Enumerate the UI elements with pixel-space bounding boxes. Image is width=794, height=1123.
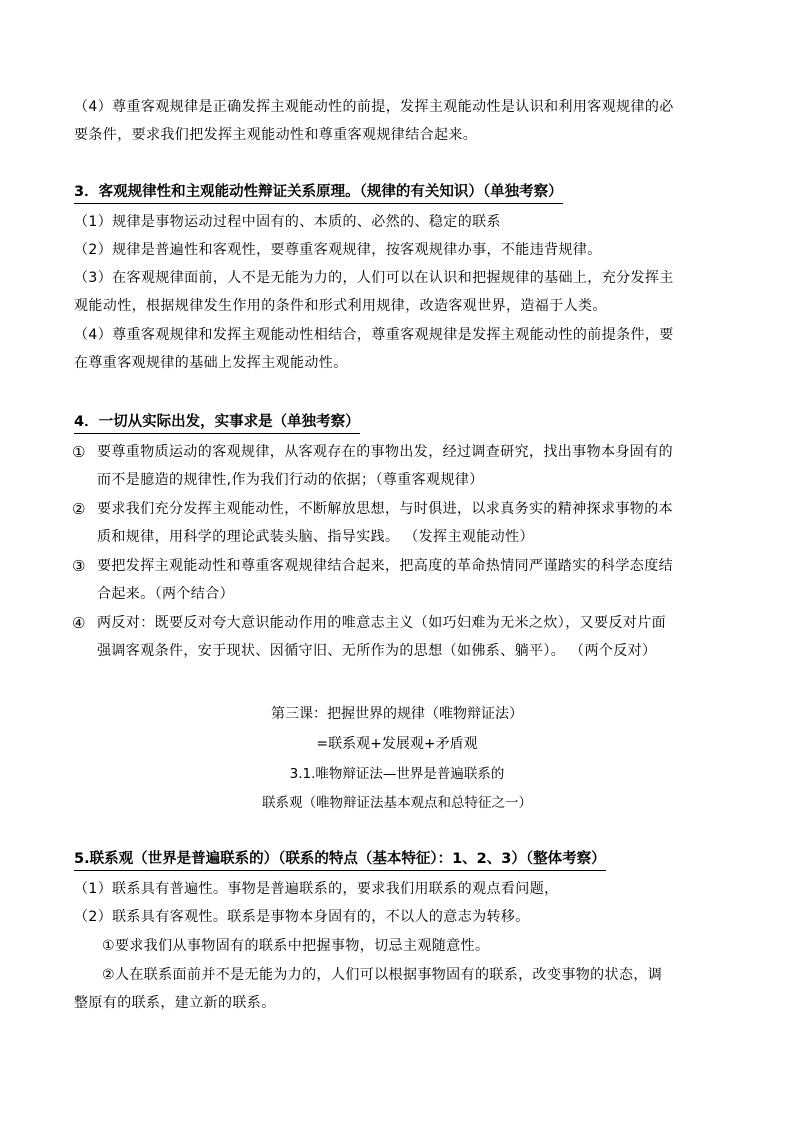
section-3-line-1: （1）规律是事物运动过程中固有的、本质的、必然的、稳定的联系: [74, 214, 501, 230]
section-5-line-4a: ②人在联系面前并不是无能为力的，人们可以根据事物固有的联系，改变事物的状态，调: [102, 967, 663, 983]
section-5-line-2: （2）联系具有客观性。联系是事物本身固有的，不以人的意志为转移。: [74, 909, 530, 925]
item-line-a: 要把发挥主观能动性和尊重客观规律结合起来，把高度的革命热情同严谨踏实的科学态度结: [97, 558, 673, 574]
lesson-formula: =联系观+发展观+矛盾观: [316, 736, 478, 752]
section-4-heading: 4．一切从实际出发，实事求是（单独考察）: [74, 412, 360, 434]
section-3-heading: 3．客观规律性和主观能动性辩证关系原理。（规律的有关知识）（单独考察）: [74, 182, 563, 204]
intro-line-2: 要条件，要求我们把发挥主观能动性和尊重客观规律结合起来。: [74, 127, 478, 143]
item-number: ②: [72, 500, 86, 518]
section-5-line-4b: 整原有的联系，建立新的联系。: [74, 995, 276, 1011]
section-5-line-1: （1）联系具有普遍性。事物是普遍联系的，要求我们用联系的观点看问题，: [74, 881, 559, 897]
section-3-line-2: （2）规律是普遍性和客观性，要尊重客观规律，按客观规律办事，不能违背规律。: [74, 242, 602, 258]
item-number: ①: [72, 443, 86, 461]
lesson-subtitle: 3.1.唯物辩证法—世界是普遍联系的: [289, 766, 505, 782]
intro-line-1: （4）尊重客观规律是正确发挥主观能动性的前提，发挥主观能动性是认识和利用客观规律的必: [74, 99, 674, 115]
lesson-topic: 联系观（唯物辩证法基本观点和总特征之一）: [262, 795, 532, 811]
item-number: ③: [72, 557, 86, 575]
section-5-heading: 5.联系观（世界是普遍联系的）（联系的特点（基本特征）：1、2、3）（整体考察）: [74, 849, 606, 871]
lesson-title: 第三课：把握世界的规律（唯物辩证法）: [271, 706, 523, 722]
section-3-line-4b: 在尊重客观规律的基础上发挥主观能动性。: [74, 355, 348, 371]
item-line-a: 要求我们充分发挥主观能动性，不断解放思想，与时俱进，以求真务实的精神探求事物的本: [97, 501, 673, 517]
section-3-line-3a: （3）在客观规律面前，人不是无能为力的，人们可以在认识和把握规律的基础上，充分发挥主: [74, 270, 674, 286]
section-3-line-4a: （4）尊重客观规律和发挥主观能动性相结合，尊重客观规律是发挥主观能动性的前提条件，要: [74, 327, 674, 343]
section-3-line-3b: 观能动性，根据规律发生作用的条件和形式利用规律，改造客观世界，造福于人类。: [74, 298, 607, 314]
section-5-line-3: ①要求我们从事物固有的联系中把握事物，切忌主观随意性。: [102, 938, 490, 954]
item-line-b: 而不是臆造的规律性,作为我们行动的依据；（尊重客观规律）: [97, 472, 484, 488]
item-line-b: 强调客观条件，安于现状、因循守旧、无所作为的思想（如佛系、躺平）。 （两个反对）: [97, 643, 657, 659]
item-number: ④: [72, 614, 86, 632]
item-line-b: 质和规律，用科学的理论武装头脑、指导实践。 （发挥主观能动性）: [97, 529, 534, 545]
item-line-b: 合起来。（两个结合）: [97, 586, 234, 602]
item-line-a: 两反对：既要反对夸大意识能动作用的唯意志主义（如巧妇难为无米之炊），又要反对片面: [97, 615, 666, 631]
item-line-a: 要尊重物质运动的客观规律，从客观存在的事物出发，经过调查研究，找出事物本身固有的: [97, 444, 673, 460]
